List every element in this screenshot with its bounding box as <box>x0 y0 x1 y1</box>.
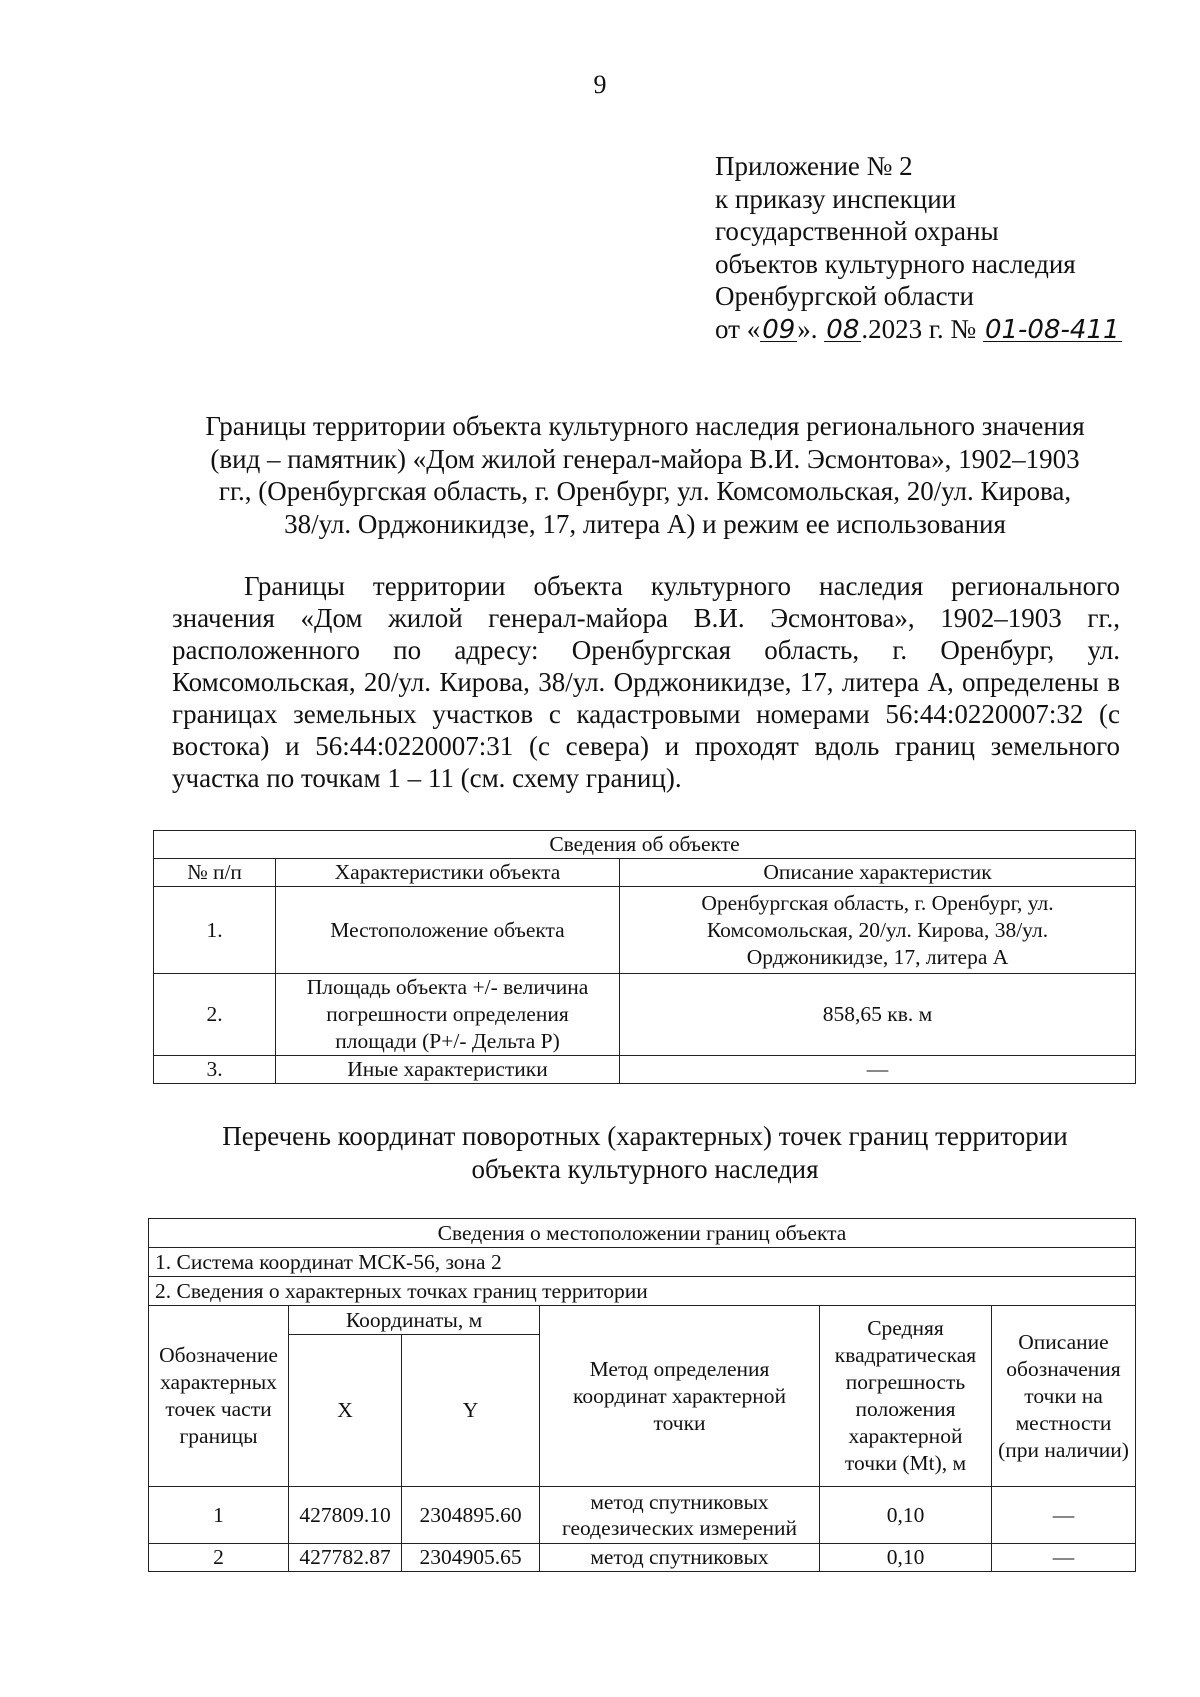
coordinate-system: 1. Система координат МСК-56, зона 2 <box>149 1248 1136 1277</box>
point-y: 2304905.65 <box>402 1544 540 1572</box>
point-method: метод спутниковых <box>540 1544 820 1572</box>
point-id: 1 <box>149 1487 289 1544</box>
point-id: 2 <box>149 1544 289 1572</box>
point-x: 427809.10 <box>289 1487 402 1544</box>
document-title <box>150 410 1140 540</box>
point-x: 427782.87 <box>289 1544 402 1572</box>
page-number: 9 <box>593 70 607 99</box>
row-description: Оренбургская область, г. Оренбург, ул. Комсомольская, 20/ул. Кирова, 38/ул. Орджоникидзе, 17, литера А <box>620 887 1136 974</box>
body-text <box>172 570 1120 794</box>
row-description: 858,65 кв. м <box>620 974 1136 1056</box>
appendix-line: Оренбургской области <box>715 281 974 312</box>
coordinates-table <box>148 1218 1136 1572</box>
point-mt: 0,10 <box>820 1544 992 1572</box>
appendix-line: к приказу инспекции <box>715 183 957 214</box>
header-point-description: Описание обозначения точки на местности (при наличии) <box>992 1306 1136 1487</box>
date-suffix: .2023 г. № <box>861 313 983 344</box>
row-number: 2. <box>154 974 276 1056</box>
appendix-line: государственной охраны <box>715 216 999 247</box>
header-characteristic: Характеристики объекта <box>276 859 620 887</box>
coordinates-section-title <box>150 1120 1140 1185</box>
handwritten-day: 09 <box>762 314 796 345</box>
row-characteristic: Иные характеристики <box>276 1056 620 1084</box>
coords-table-caption: Сведения о местоположении границ объекта <box>149 1219 1136 1248</box>
object-table-caption: Сведения об объекте <box>154 831 1136 859</box>
date-prefix: от « <box>715 313 761 344</box>
header-coordinates: Координаты, м <box>289 1306 540 1335</box>
title-line: (вид – памятник) «Дом жилой генерал-майора В.И. Эсмонтова», 1902–1903 <box>210 443 1080 474</box>
appendix-line: объектов культурного наследия <box>715 248 1076 279</box>
appendix-header <box>715 150 1122 346</box>
row-number: 1. <box>154 887 276 974</box>
header-method: Метод определения координат характерной точки <box>540 1306 820 1487</box>
point-method: метод спутниковых геодезических измерений <box>540 1487 820 1544</box>
header-designation: Обозначение характерных точек части границы <box>149 1306 289 1487</box>
header-x: X <box>289 1335 402 1487</box>
point-mt: 0,10 <box>820 1487 992 1544</box>
header-description: Описание характеристик <box>620 859 1136 887</box>
title-line: гг., (Оренбургская область, г. Оренбург, ул. Комсомольская, 20/ул. Кирова, <box>218 476 1072 507</box>
header-y: Y <box>402 1335 540 1487</box>
row-characteristic: Местоположение объекта <box>276 887 620 974</box>
handwritten-month: 08 <box>826 314 860 345</box>
coords-title-line: объекта культурного наследия <box>471 1153 819 1184</box>
point-description: — <box>992 1487 1136 1544</box>
coords-title-line: Перечень координат поворотных (характерных) точек границ территории <box>222 1121 1068 1151</box>
appendix-date-line <box>715 313 1122 346</box>
point-description: — <box>992 1544 1136 1572</box>
header-number: № п/п <box>154 859 276 887</box>
row-number: 3. <box>154 1056 276 1084</box>
object-info-table <box>153 830 1136 1084</box>
title-line: 38/ул. Орджоникидзе, 17, литера А) и режим ее использования <box>284 508 1006 539</box>
header-error: Средняя квадратическая погрешность положения характерной точки (Mt), м <box>820 1306 992 1487</box>
body-paragraph: Границы территории объекта культурного наследия регионального значения «Дом жилой генерал-майора В.И. Эсмонтова», 1902–1903 гг., расположенного по адресу: Оренбургская область, г. Оренбург, ул. Комсомольская, 20/ул. Кирова, 38/ул. Орджоникидзе, 17, литера А, определены в границах земельных участков с кадастровыми номерами 56:44:0220007:32 (с востока) и 56:44:0220007:31 (с севера) и проходят вдоль границ земельного участка по точкам 1 – 11 (см. схему границ). <box>172 571 1120 793</box>
appendix-line: Приложение № 2 <box>715 151 913 181</box>
title-line: Границы территории объекта культурного наследия регионального значения <box>205 411 1085 441</box>
points-caption: 2. Сведения о характерных точках границ территории <box>149 1277 1136 1306</box>
date-mid: ». <box>797 313 825 344</box>
row-characteristic: Площадь объекта +/- величина погрешности определения площади (P+/- Дельта P) <box>276 974 620 1056</box>
point-y: 2304895.60 <box>402 1487 540 1544</box>
handwritten-order-number: 01-08-411 <box>984 314 1120 345</box>
row-description: — <box>620 1056 1136 1084</box>
